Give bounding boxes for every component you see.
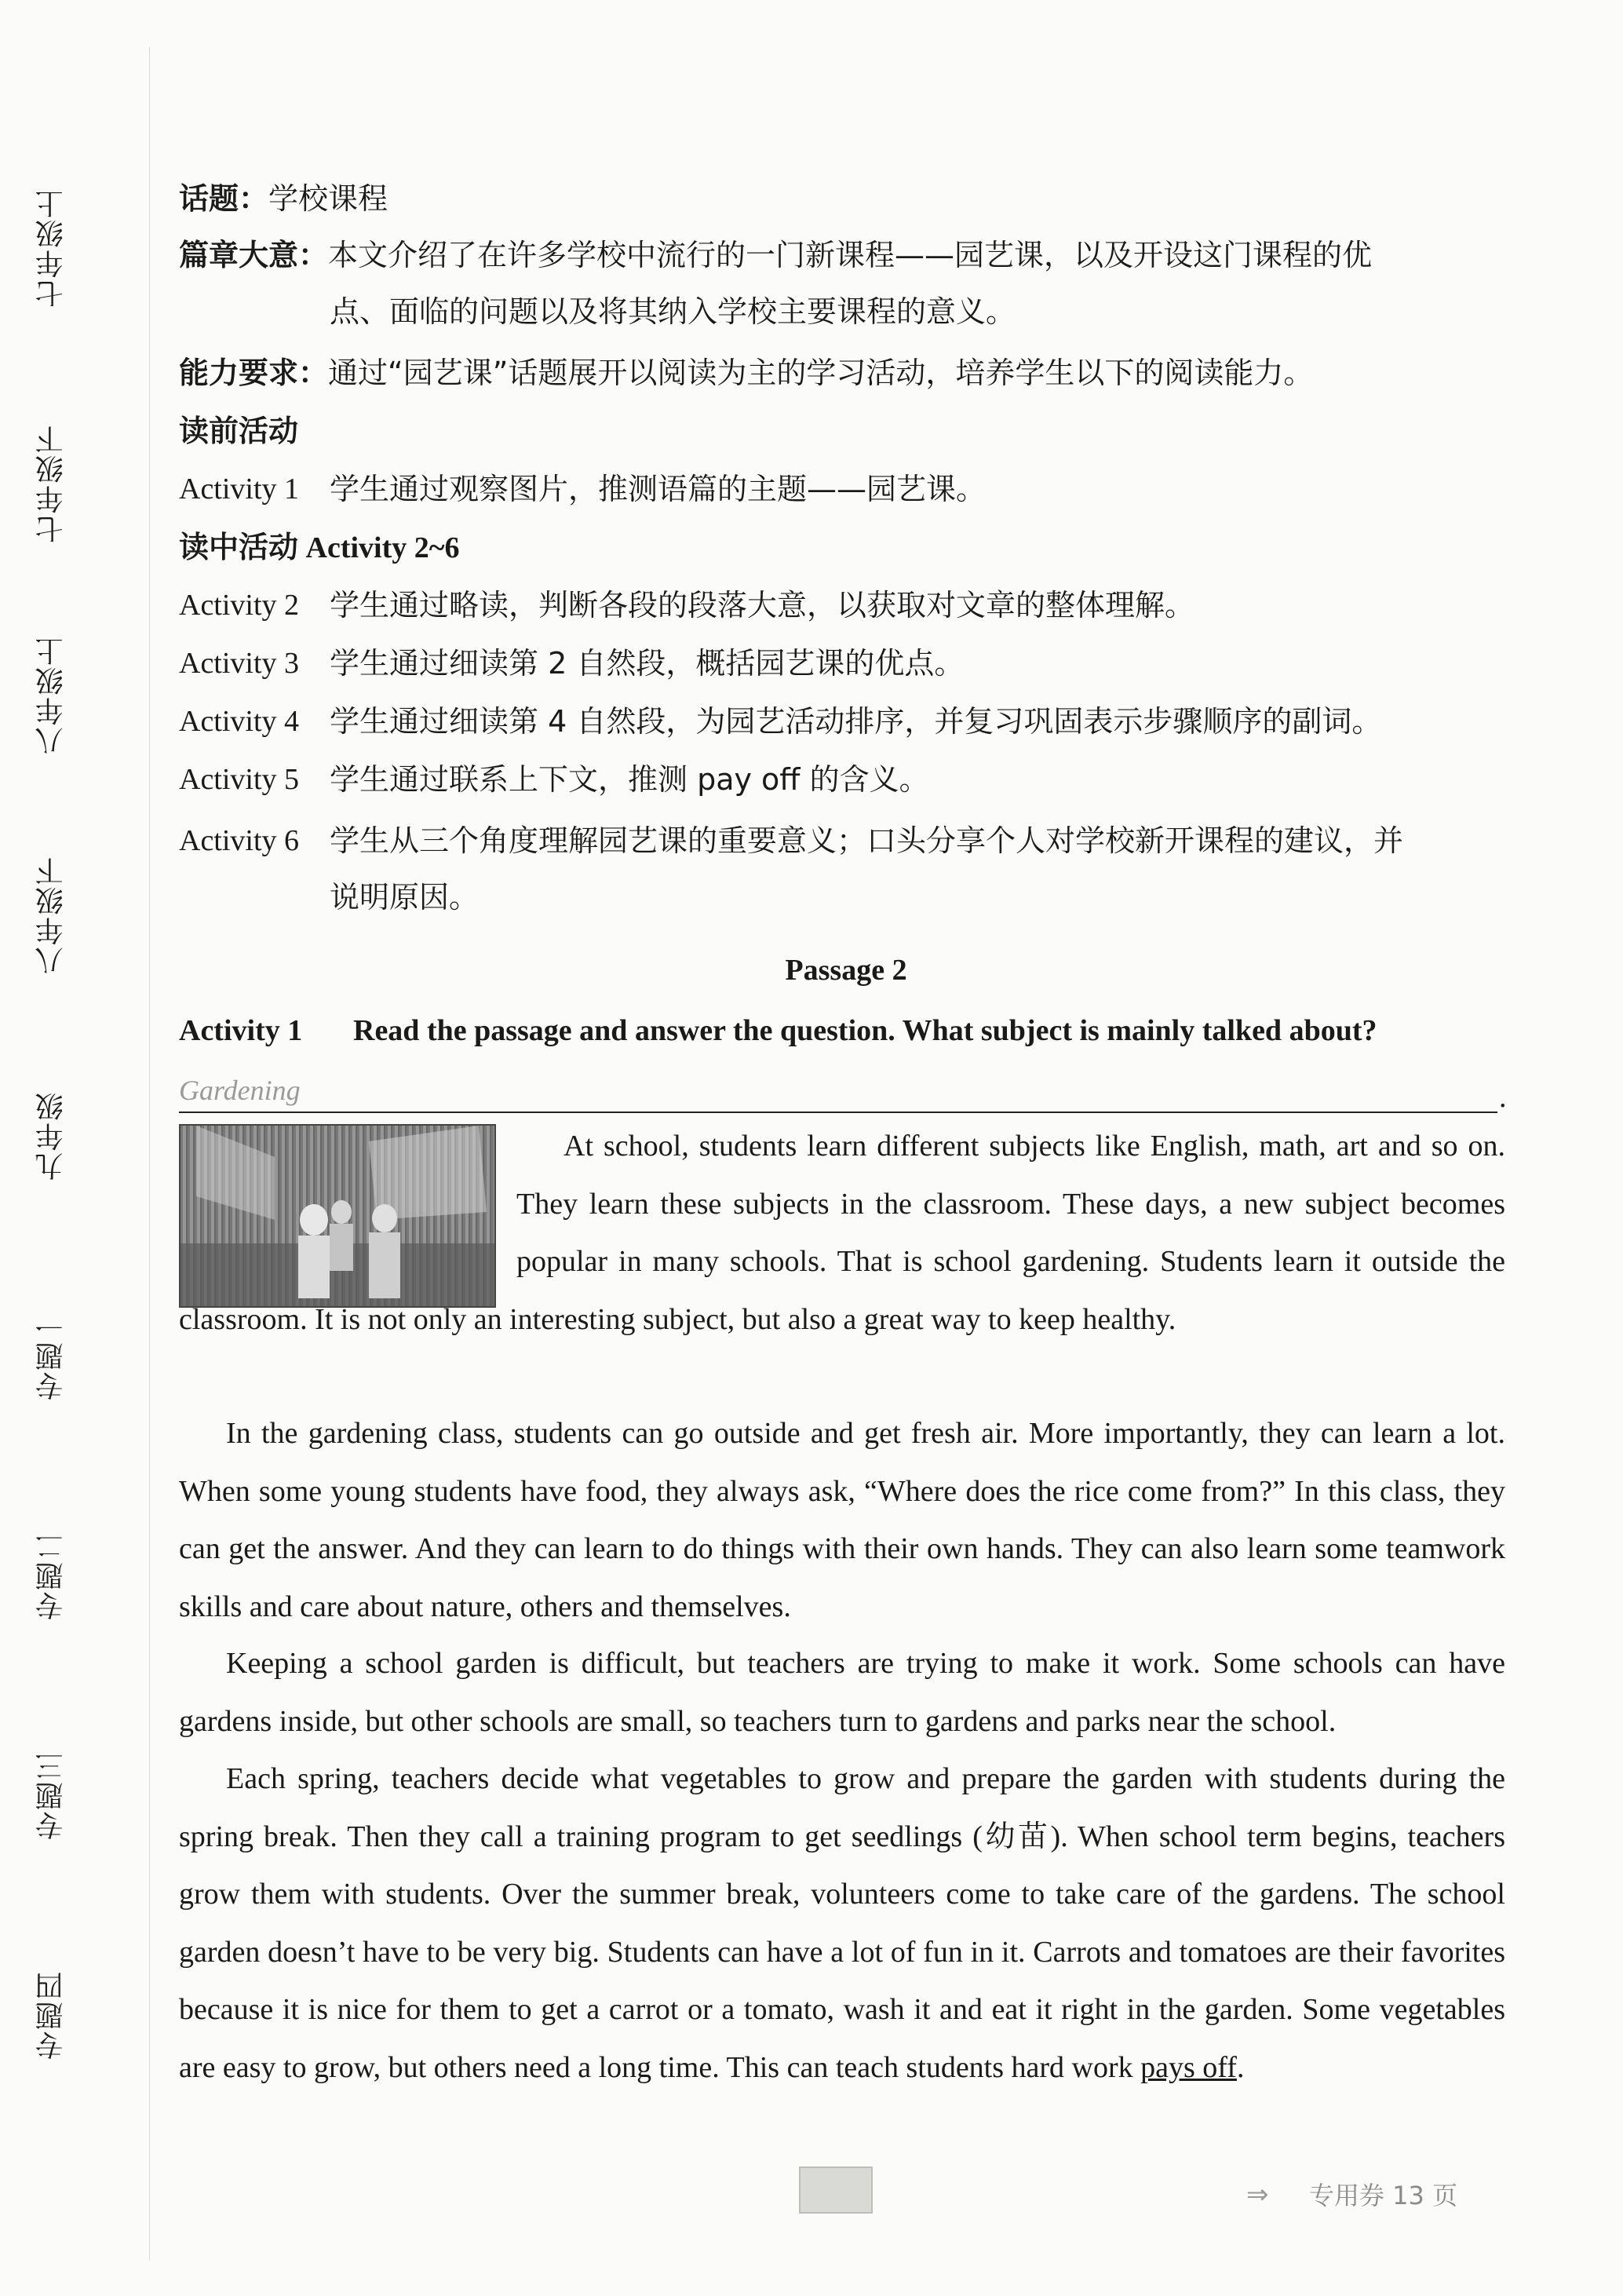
summary-text-2: 点、面临的问题以及将其纳入学校主要课程的意义。 — [330, 294, 1016, 329]
grade-side-tabs — [31, 0, 118, 2296]
passage-paragraph-3: Keeping a school garden is difficult, but teachers are trying to make it work. Some schools can have gardens inside, but other schools are small, so teachers turn to gardens and parks near the school. — [179, 1647, 1505, 1738]
pays-off-phrase: pays off — [1140, 2050, 1237, 2084]
summary-line-1 — [179, 235, 1372, 275]
answer-text: Gardening — [179, 1075, 301, 1106]
ability-text: 通过“园艺课”话题展开以阅读为主的学习活动，培养学生以下的阅读能力。 — [328, 356, 1314, 390]
side-tab-topic1[interactable]: 专题一 — [35, 1311, 67, 1400]
paragraph-1-text: At school, students learn different subjects like English, math, art and so on. They learn these subjects in the classroom. These days, a new subject becomes popular in many schools. That is school gardening. Students learn it outside the classroom. It is not only an interesting subject, but also a great way to keep healthy. — [179, 1130, 1505, 1336]
summary-label: 篇章大意： — [179, 238, 329, 272]
photo-float-spacer — [179, 1118, 516, 1290]
side-tab-grade7-first[interactable]: 七年级上 — [35, 188, 67, 308]
answer-blank[interactable] — [179, 1074, 1497, 1113]
question-label: Activity 1 — [179, 1014, 303, 1047]
activity5-desc: 学生通过联系上下文，推测 pay off 的含义。 — [330, 762, 929, 797]
side-tab-grade9[interactable]: 九年级 — [35, 1091, 67, 1181]
activity6-label: Activity 6 — [179, 824, 300, 857]
side-tab-grade8-first[interactable]: 八年级上 — [35, 636, 67, 755]
activity4-label: Activity 4 — [179, 705, 300, 738]
topic-line — [179, 179, 388, 218]
side-tab-grade7-second[interactable]: 七年级下 — [35, 424, 67, 543]
while-reading-range: Activity 2~6 — [305, 531, 460, 564]
side-divider — [149, 47, 150, 2261]
pre-reading-heading: 读前活动 — [179, 414, 299, 448]
activity6-desc-1: 学生从三个角度理解园艺课的重要意义；口头分享个人对学校新开课程的建议，并 — [330, 823, 1404, 858]
paragraph-4-text: Each spring, teachers decide what vegetables to grow and prepare the garden with students during the spring break. Then they call a training program to get seedlings (幼苗). When school term begins, teachers grow them with students. Over the summer break, volunteers come to take care of the gardens. The school garden doesn’t have to be very big. Students can have a lot of fun in it. Carrots and tomatoes are their favorites because it is nice for them to get a carrot or a tomato, wash it and eat it right in the garden. Some vegetables are easy to grow, but others need a long time. This can teach students hard work — [179, 1762, 1505, 2084]
question-text: Read the passage and answer the question. What subject is mainly talked about? — [353, 1014, 1377, 1047]
while-reading-heading: 读中活动 — [179, 530, 299, 564]
page-footer — [179, 2166, 1513, 2214]
answer-period: . — [1499, 1081, 1507, 1114]
activity6-desc-2: 说明原因。 — [330, 880, 480, 914]
activity2-label: Activity 2 — [179, 589, 300, 622]
activity4-desc: 学生通过细读第 4 自然段，为园艺活动排序，并复习巩固表示步骤顺序的副词。 — [330, 704, 1382, 739]
passage-paragraph-2: In the gardening class, students can go outside and get fresh air. More importantly, they can learn a lot. When some young students have food, they always ask, “Where does the rice come from?” In this class, they can get the answer. And they can learn to do things with their own hands. They can also learn some teamwork skills and care about nature, others and themselves. — [179, 1417, 1505, 1623]
activity3-desc: 学生通过细读第 2 自然段，概括园艺课的优点。 — [330, 646, 965, 681]
activity2-desc: 学生通过略读，判断各段的段落大意，以获取对文章的整体理解。 — [330, 588, 1195, 622]
footer-text: 专用券 13 页 — [1309, 2181, 1458, 2210]
side-tab-grade8-second[interactable]: 八年级下 — [35, 856, 67, 975]
ability-line — [179, 353, 1313, 392]
passage-paragraph-1 — [179, 1118, 1505, 1349]
activity3-label: Activity 3 — [179, 647, 300, 680]
summary-text-1: 本文介绍了在许多学校中流行的一门新课程——园艺课，以及开设这门课程的优 — [328, 238, 1373, 272]
activity1-desc: 学生通过观察图片，推测语篇的主题——园艺课。 — [330, 472, 987, 506]
page-number-badge — [799, 2166, 873, 2214]
side-tab-topic3[interactable]: 专题三 — [35, 1750, 67, 1840]
passage-title: Passage 2 — [785, 954, 907, 987]
side-tab-topic2[interactable]: 专题二 — [35, 1531, 67, 1620]
topic-label: 话题： — [179, 181, 269, 216]
ability-label: 能力要求： — [179, 356, 329, 390]
topic-value: 学校课程 — [268, 181, 388, 216]
passage-paragraph-4 — [179, 1750, 1505, 2097]
arrow-icon: ⇒ — [1246, 2179, 1269, 2210]
activity5-label: Activity 5 — [179, 763, 300, 796]
paragraph-4-end: . — [1236, 2050, 1245, 2084]
while-reading-line — [179, 527, 460, 568]
activity1-label: Activity 1 — [179, 473, 300, 506]
side-tab-topic4[interactable]: 专题四 — [35, 1970, 67, 2060]
